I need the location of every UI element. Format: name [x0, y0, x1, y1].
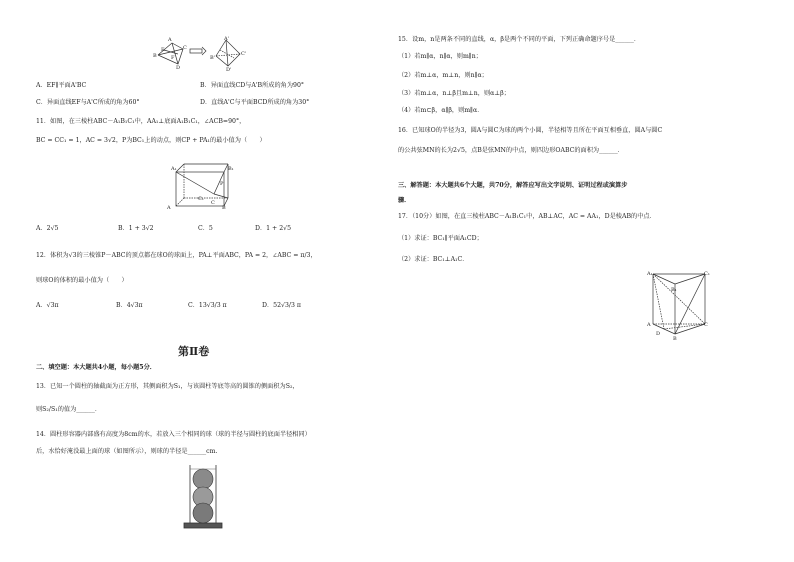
q17-label-a1: A₁ — [647, 271, 653, 277]
q11-option-d: D．1 + 2√5 — [255, 225, 292, 232]
q10-label-d: D — [176, 65, 181, 71]
q17-label-c1: C₁ — [704, 271, 710, 277]
q15-stem: 15．设m，n是两条不同的直线，α，β是两个不同的平面，下列正确命题序号是______． — [398, 36, 641, 43]
q10-figure — [150, 36, 250, 76]
q11-label-c1: C₁ — [198, 196, 204, 202]
q12-stem-line2: 则球O的体积的最小值为（ ） — [36, 277, 128, 284]
q13-stem-line1: 13．已知一个圆柱的轴截面为正方形，其侧面积为S₁，与该圆柱等底等高的圆锥的侧面积为S₂， — [36, 383, 299, 390]
section3-title-line2: 骤． — [398, 197, 411, 204]
q12-option-a: A．√3π — [36, 302, 59, 309]
q15-item-4: （4）若m⊂β，α∥β，则m∥α． — [398, 107, 484, 114]
q11-label-b1: B₁ — [228, 166, 234, 172]
q10-label-a-prime: A' — [224, 36, 229, 42]
q15-item-2: （2）若m⊥α，m⊥n，则n∥α； — [398, 72, 488, 79]
section3-title-line1: 三、解答题：本大题共6个大题，共70分，解答应写出文字说明、证明过程或演算步 — [398, 182, 628, 189]
q10-label-b-prime: B' — [210, 55, 216, 61]
q12-option-d: D．52√3/3 π — [262, 302, 301, 309]
q11-label-c: C — [211, 200, 215, 206]
q10-option-a: A．EF∥平面A'BC — [36, 82, 87, 89]
q11-label-p: P — [220, 181, 224, 187]
q10-label-e: E — [161, 47, 165, 53]
q14-ball-top — [193, 469, 213, 489]
q10-label-c: C — [183, 45, 187, 51]
q10-folded-figure — [216, 40, 240, 66]
part2-title: 第Ⅱ卷 — [178, 345, 210, 358]
q10-option-c: C．异面直线EF与A'C所成的角为60° — [36, 99, 140, 106]
q14-stem-line1: 14．圆柱形容器内部盛有高度为8cm的水，若放入三个相同的球（球的半径与圆柱的底面半径相同） — [36, 431, 311, 438]
q14-stem-line2: 后，水恰好淹没最上面的球（如图所示），则球的半径是______cm. — [36, 448, 218, 455]
q15-item-3: （3）若m⊥α，n⊥β且m⊥n，则α⊥β； — [398, 90, 510, 97]
q10-label-d-prime: D' — [226, 67, 232, 73]
q16-stem-line1: 16．已知球O的半径为3，圆A与圆C为球的两个小圆，半径相等且所在平面互相垂直，圆A与圆C — [398, 127, 663, 134]
q12-stem-line1: 12．体积为√3的三棱锥P－ABC的顶点都在球O的球面上，PA⊥平面ABC，PA = 2，∠ABC = π/3， — [36, 252, 317, 259]
q10-option-d: D．直线A'C与平面BCD所成的角为30° — [200, 99, 310, 106]
q11-option-c: C．5 — [198, 225, 213, 232]
section2-title: 二、填空题：本大题共4小题，每小题5分． — [36, 364, 156, 371]
q16-stem-line2: 的公共弦MN的长为2√5，点B是弦MN的中点，则四边形OABC的面积为______． — [398, 147, 624, 154]
q12-option-c: C．13√3/3 π — [188, 302, 227, 309]
q11-label-b: B — [222, 205, 226, 211]
q17-part1: （1）求证：BC₁∥平面A₁CD； — [398, 235, 483, 242]
q17-label-c: C — [704, 322, 708, 328]
q17-part2: （2）求证：BC₁⊥A₁C． — [398, 256, 469, 263]
q10-label-a: A — [168, 37, 172, 43]
q10-arrow — [190, 47, 206, 55]
q13-stem-line2: 则S₂/S₁的值为______． — [36, 406, 102, 413]
q10-label-c-prime: C' — [241, 51, 247, 57]
q15-item-1: （1）若m∥α，n∥α，则m∥n； — [398, 53, 482, 60]
q14-ball-bottom — [193, 503, 213, 523]
q11-option-a: A．2√5 — [36, 225, 59, 232]
q10-option-b: B．异面直线CD与A'B所成的角为90° — [200, 82, 304, 89]
q10-label-f: F — [171, 55, 175, 61]
q10-label-b: B — [153, 53, 157, 59]
q11-option-b: B．1 + 3√2 — [118, 225, 154, 232]
q14-figure — [182, 463, 226, 531]
q14-cylinder-base — [184, 523, 222, 528]
q11-stem-line1: 11．如图，在三棱柱ABC－A₁B₁C₁中，AA₁⊥底面A₁B₁C₁，∠ACB=90°， — [36, 118, 246, 125]
q17-label-b1: B₁ — [671, 287, 677, 293]
q17-label-d: D — [656, 331, 661, 337]
q12-option-b: B．4√3π — [116, 302, 143, 309]
q17-label-a: A — [647, 322, 651, 328]
q11-label-a: A — [167, 205, 171, 211]
q11-stem-line2: BC = CC₁ = 1，AC = 3√2，P为BC₁上的动点，则CP + PA₁的最小值为（ ） — [36, 137, 266, 144]
q17-stem: 17．（10分）如图，在直三棱柱ABC－A₁B₁C₁中，AB⊥AC，AC = AA₁，D是棱AB的中点． — [398, 213, 656, 220]
q11-label-a1: A₁ — [171, 166, 177, 172]
q17-label-b: B — [673, 336, 677, 342]
